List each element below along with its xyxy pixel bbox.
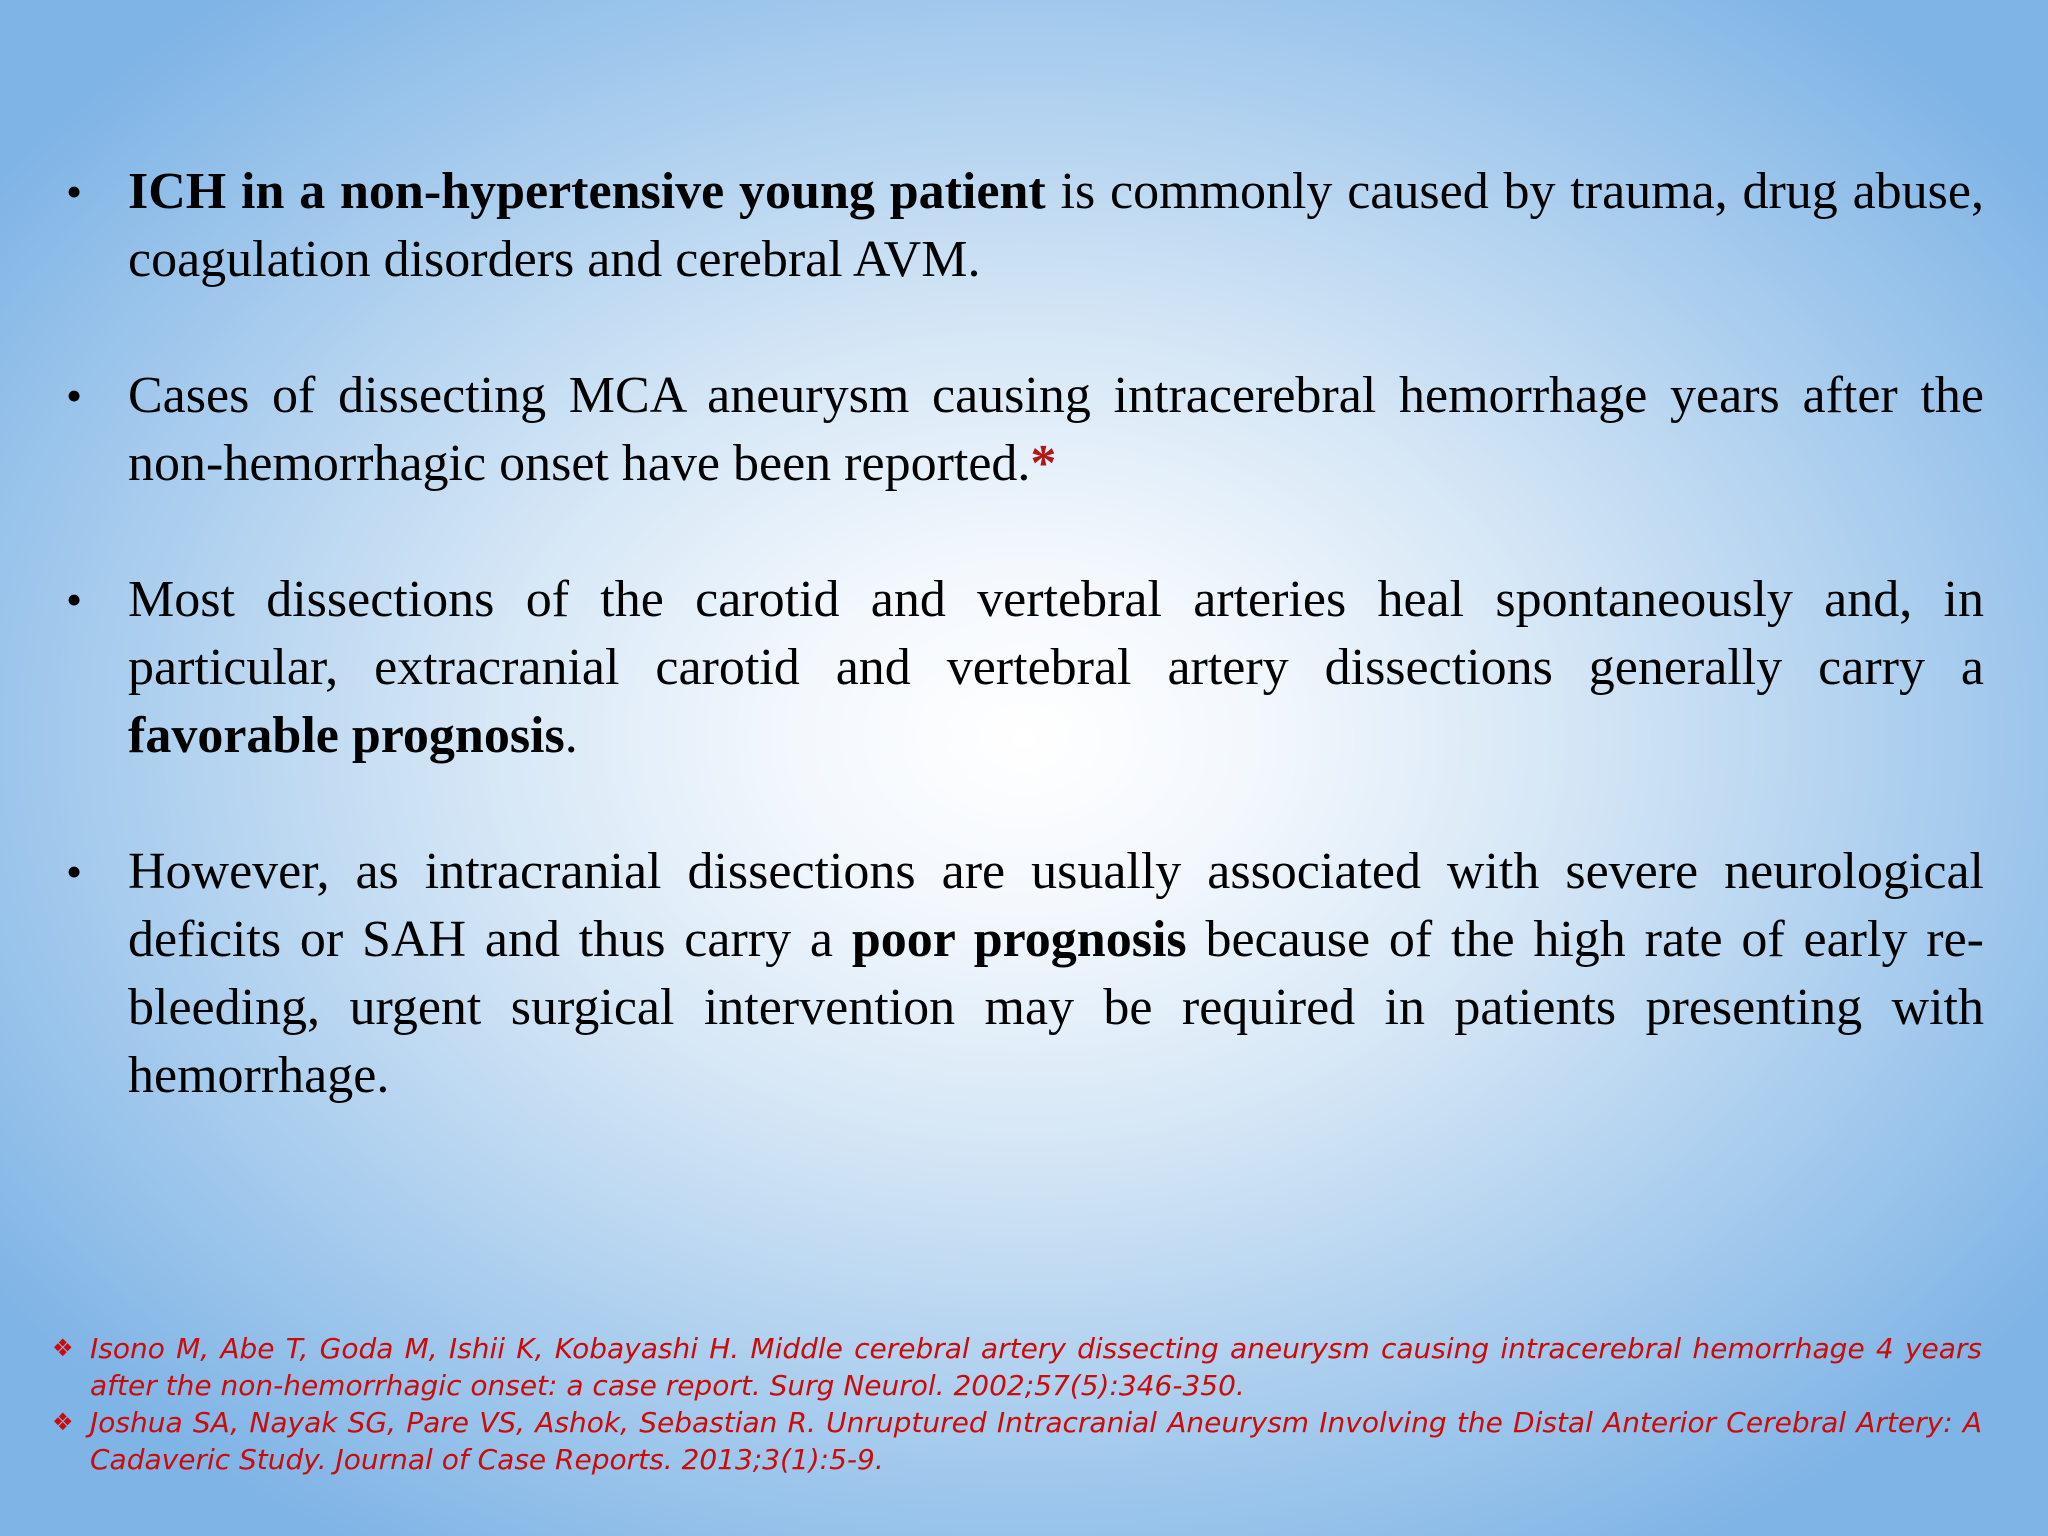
- reference-asterisk: *: [1030, 435, 1057, 492]
- bullet-item-1: [62, 158, 1984, 294]
- bullet-bold-lead: ICH in a non-hypertensive young patient: [128, 163, 1046, 220]
- bullet-text-before: However, as intracranial dissections are usually associated with severe neurological deficits or SAH and thus carry a: [128, 843, 1984, 968]
- bullet-marker: •: [66, 846, 83, 897]
- reference-text: Isono M, Abe T, Goda M, Ishii K, Kobayashi H. Middle cerebral artery dissecting aneurysm causing intracerebral hemorrhage 4 years after the non-hemorrhagic onset: a case report. Surg Neurol. 2002;57(5):346-350.: [90, 1332, 1982, 1402]
- bullet-text: is commonly caused by trauma, drug abuse, coagulation disorders and cerebral AVM.: [128, 163, 1984, 288]
- reference-text: Joshua SA, Nayak SG, Pare VS, Ashok, Sebastian R. Unruptured Intracranial Aneurysm Involving the Distal Anterior Cerebral Artery: A Cadaveric Study. Journal of Case Reports. 2013;3(1):5-9.: [90, 1406, 1982, 1476]
- bullet-bold-tail: favorable prognosis: [128, 707, 565, 764]
- bullet-item-4: [62, 838, 1984, 1110]
- bullet-marker: •: [66, 370, 83, 421]
- bullet-text-after: because of the high rate of early re-bleeding, urgent surgical intervention may be required in patients presenting with hemorrhage.: [128, 911, 1984, 1104]
- diamond-bullet-icon: ❖: [52, 1408, 74, 1436]
- bullet-text: Most dissections of the carotid and vertebral arteries heal spontaneously and, in particular, extracranial carotid and vertebral artery dissections generally carry a: [128, 571, 1984, 696]
- bullet-bold-mid: poor prognosis: [851, 911, 1187, 968]
- bullet-list: [62, 158, 1984, 1178]
- bullet-marker: •: [66, 166, 83, 217]
- bullet-end-punctuation: .: [564, 707, 578, 764]
- bullet-text: Cases of dissecting MCA aneurysm causing intracerebral hemorrhage years after the non-hemorrhagic onset have been reported.: [128, 367, 1984, 492]
- references: [52, 1330, 1982, 1478]
- reference-item-1: [52, 1330, 1982, 1404]
- diamond-bullet-icon: ❖: [52, 1334, 74, 1362]
- bullet-marker: •: [66, 574, 83, 625]
- bullet-item-3: [62, 566, 1984, 770]
- reference-item-2: [52, 1404, 1982, 1478]
- bullet-item-2: [62, 362, 1984, 498]
